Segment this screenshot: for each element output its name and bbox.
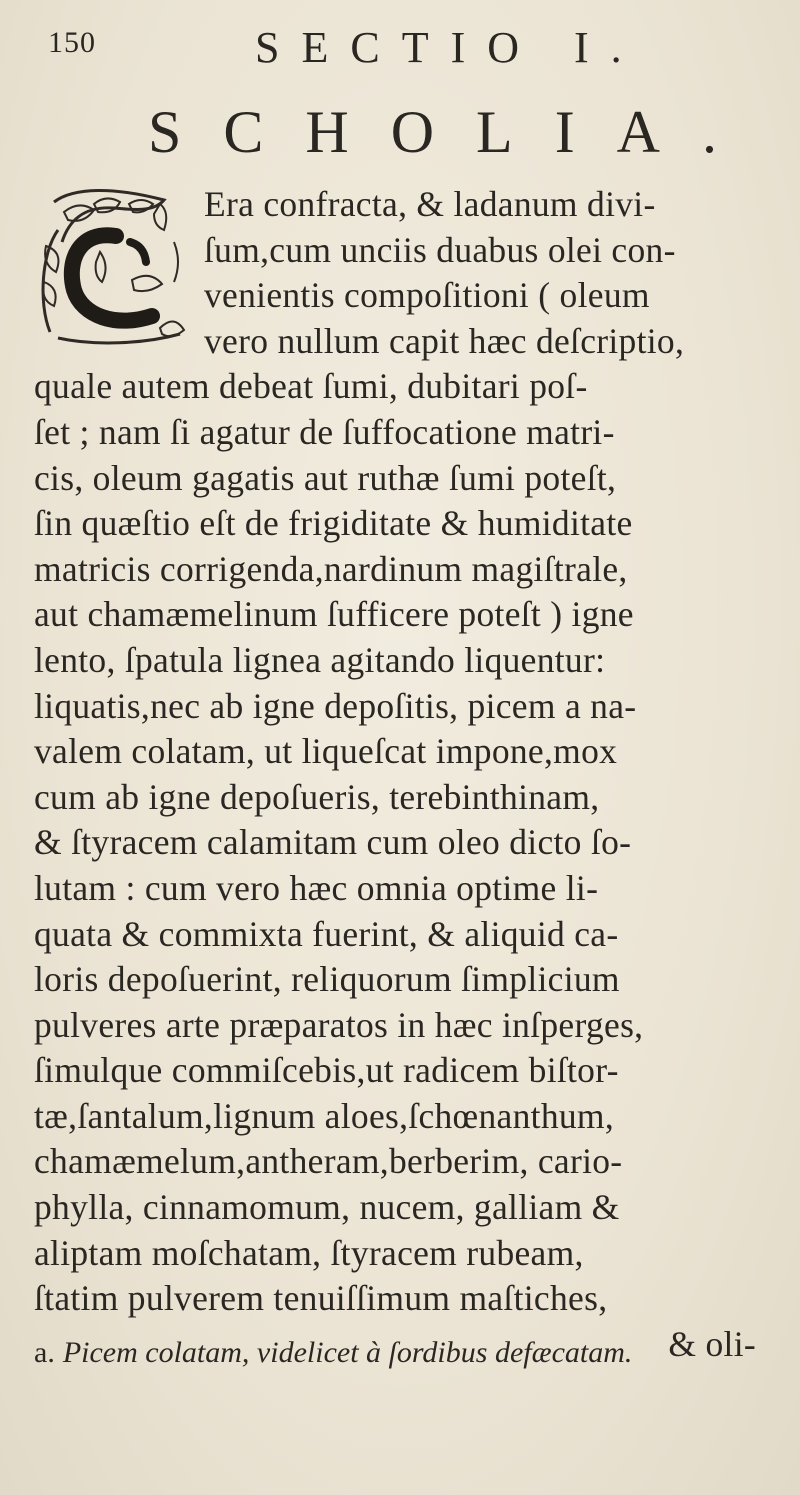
body-line: liquatis,nec ab igne depoſitis, picem a na- bbox=[34, 685, 637, 726]
body-line: cis, oleum gagatis aut ruthæ ſumi poteſt, bbox=[34, 457, 617, 498]
body-line: loris depoſuerint, reliquorum ſimplicium bbox=[34, 959, 620, 1000]
body-line: & ſtyracem calamitam cum oleo dicto ſo- bbox=[34, 822, 632, 863]
body-line: quale autem debeat ſumi, dubitari poſ- bbox=[34, 366, 588, 407]
body-line: valem colatam, ut liqueſcat impone,mox bbox=[34, 731, 618, 772]
body-line: ſin quæſtio eſt de frigiditate & humiditate bbox=[34, 503, 633, 544]
running-head bbox=[0, 18, 800, 78]
body-line: quata & commixta fuerint, & aliquid ca- bbox=[34, 913, 619, 954]
body-line: aut chamæmelinum ſufficere poteſt ) igne bbox=[34, 594, 634, 635]
section-title: SECTIO I. bbox=[255, 23, 644, 72]
body-line: phylla, cinnamomum, nucem, galliam & bbox=[34, 1187, 620, 1228]
body-line: venientis compoſitioni ( oleum bbox=[204, 275, 650, 316]
body-line: lutam : cum vero hæc omnia optime li- bbox=[34, 867, 599, 908]
body-line: ſum,cum unciis duabus olei con- bbox=[204, 229, 676, 270]
page-number: 150 bbox=[48, 26, 96, 59]
body-line: tæ,ſantalum,lignum aloes,ſchœnanthum, bbox=[34, 1095, 615, 1136]
catchword-line: & oli- bbox=[668, 1323, 756, 1364]
body-line: matricis corrigenda,nardinum magiſtrale, bbox=[34, 548, 628, 589]
body-line: Era confracta, & ladanum divi- bbox=[204, 184, 656, 224]
body-line: ſtatim pulverem tenuiſſimum maſtiches, bbox=[34, 1278, 608, 1319]
body-line: lento, ſpatula lignea agitando liquentur: bbox=[34, 639, 606, 680]
body-line: cum ab igne depoſueris, terebinthinam, bbox=[34, 776, 600, 817]
footnote-text: Picem colatam, videlicet à ſordibus defæcatam. bbox=[62, 1336, 633, 1369]
body-line: vero nullum capit hæc deſcriptio, bbox=[204, 320, 685, 361]
body-line: chamæmelum,antheram,berberim, cario- bbox=[34, 1141, 623, 1182]
main-heading: SCHOLIA. bbox=[148, 99, 760, 165]
body-text bbox=[34, 182, 774, 1367]
body-line: ſimulque commiſcebis,ut radicem biſtor- bbox=[34, 1050, 619, 1091]
body-line: aliptam moſchatam, ſtyracem rubeam, bbox=[34, 1232, 584, 1273]
body-line: ſet ; nam ſi agatur de ſuffocatione matri- bbox=[34, 411, 615, 452]
footnote-marker: a. bbox=[34, 1336, 55, 1369]
footnote bbox=[34, 1336, 774, 1370]
body-line: pulveres arte præparatos in hæc inſperges, bbox=[34, 1004, 644, 1045]
decorated-initial-c bbox=[34, 182, 194, 354]
